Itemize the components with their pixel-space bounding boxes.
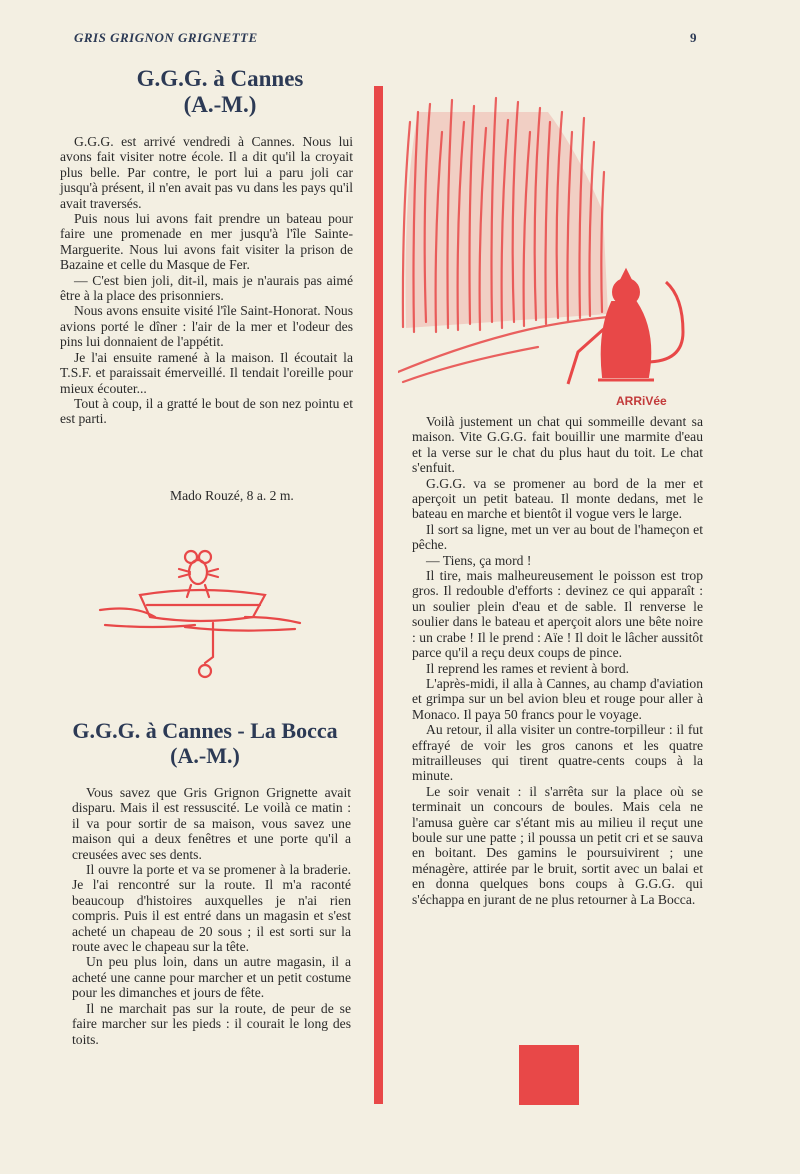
article2-title [55,718,355,769]
paragraph: — C'est bien joli, dit-il, mais je n'aurais pas aimé être à la place des prisonniers. [60,272,353,304]
paragraph: Vous savez que Gris Grignon Grignette avait disparu. Mais il est ressuscité. Le voilà ce matin : il va pour sortir de sa maison, vous savez une maison qui a deux fenêtres et une porte qu'il a creusées avec ses dents. [72,785,351,862]
article1-title-line2: (A.-M.) [183,92,257,118]
article2-title-line1: G.G.G. à Cannes - La Bocca [72,718,338,743]
article2-title-line2: (A.-M.) [170,743,240,769]
mouse-in-boat-illustration [95,545,310,685]
paragraph: — Tiens, ça mord ! [426,552,532,568]
vertical-red-divider [374,86,383,1104]
paragraph: Nous avons ensuite visité l'île Saint-Honorat. Nous avions porté le dîner : l'air de la mer et l'odeur des pins lui donnaient de l'appétit. [60,303,353,350]
paragraph: Voilà justement un chat qui sommeille devant sa maison. Vite G.G.G. fait bouillir une marmite d'eau et la verse sur le chat du plus haut du toit. Le chat s'enfuit. [412,414,703,476]
signature: Mado Rouzé, 8 a. 2 m. [170,488,294,503]
article1-body [60,134,353,427]
paragraph: Tout à coup, il a gratté le bout de son nez pointu et est parti. [60,395,353,427]
paragraph: Un peu plus loin, dans un autre magasin, il a acheté une canne pour marcher et un petit costume pour les dimanches et jours de fête. [72,954,351,1001]
paragraph: G.G.G. va se promener au bord de la mer et aperçoit un petit bateau. Il monte dedans, met le bateau en marche et bientôt il vogue vers le large. [412,475,703,522]
paragraph: L'après-midi, il alla à Cannes, au champ d'aviation et grimpa sur un bel avion bleu et rouge pour aller à Monaco. Il paya 50 francs pour le voyage. [412,675,703,722]
article1-title [60,66,380,119]
paragraph: Il tire, mais malheureusement le poisson est trop gros. Il redouble d'efforts : devinez ce qui apparaît : un soulier plein d'eau et de sable. Il renverse le soulier dans le bateau et aperçoit alors une bête noire : un crabe ! Il le prend : Aïe ! Il doit le lâcher aussitôt parce qu'il a reçu deux coups de pince. [412,568,703,661]
paragraph: G.G.G. est arrivé vendredi à Cannes. Nous lui avons fait visiter notre école. Il a dit qu'il la croyait plus belle. Par contre, le port lui a paru joli car jusqu'à présent, il n'en avait pas vu dans les pays qu'il avait traversés. [60,134,353,211]
running-title: GRIS GRIGNON GRIGNETTE [74,30,258,45]
paragraph: Il ne marchait pas sur la route, de peur de se faire marcher sur les pieds : il courait le long des toits. [72,1000,351,1047]
paragraph: Il ouvre la porte et va se promener à la braderie. Je l'ai rencontré sur la route. Il m'a raconté beaucoup d'histoires auxquelles je n'ai rien compris. Puis il est entré dans un magasin et s'est acheté un chapeau de 20 sous ; il est sorti sur la route avec le chapeau sur la tête. [72,862,351,955]
article2-body-right [412,414,703,907]
paragraph: Il reprend les rames et revient à bord. [426,660,630,676]
cat-in-reeds-illustration [398,92,718,410]
page-number: 9 [690,30,697,45]
illustration-caption: ARRiVée [616,394,667,408]
paragraph: Il sort sa ligne, met un ver au bout de l'hameçon et pêche. [412,521,703,553]
paragraph: Au retour, il alla visiter un contre-torpilleur : il fut effrayé de voir les gros canons et les quatre mitrailleuses qui tirent quatre-cents coups à la minute. [412,722,703,784]
article2-body-left [72,785,351,1047]
paragraph: Le soir venait : il s'arrêta sur la place où se terminait un concours de boules. Mais cela ne l'amusa guère car s'étant mis au milieu il reçut une boule sur une patte ; il poussa un petit cri et se sauva en boitant. Des gamins le poursuivirent ; une ménagère, attirée par le bruit, sortit avec un balai et en donna quelques bons coups à G.G.G. qui s'échappa en jurant de ne plus retourner à La Bocca. [412,783,703,907]
paragraph: Puis nous lui avons fait prendre un bateau pour faire une promenade en mer jusqu'à l'île Sainte-Marguerite. Nous lui avons fait visiter la prison de Bazaine et celle du Masque de Fer. [60,211,353,273]
article1-title-line1: G.G.G. à Cannes [136,66,304,91]
red-square-ornament [519,1045,579,1105]
paragraph: Je l'ai ensuite ramené à la maison. Il écoutait la T.S.F. et paraissait émerveillé. Il tendait l'oreille pour mieux écouter... [60,349,353,396]
